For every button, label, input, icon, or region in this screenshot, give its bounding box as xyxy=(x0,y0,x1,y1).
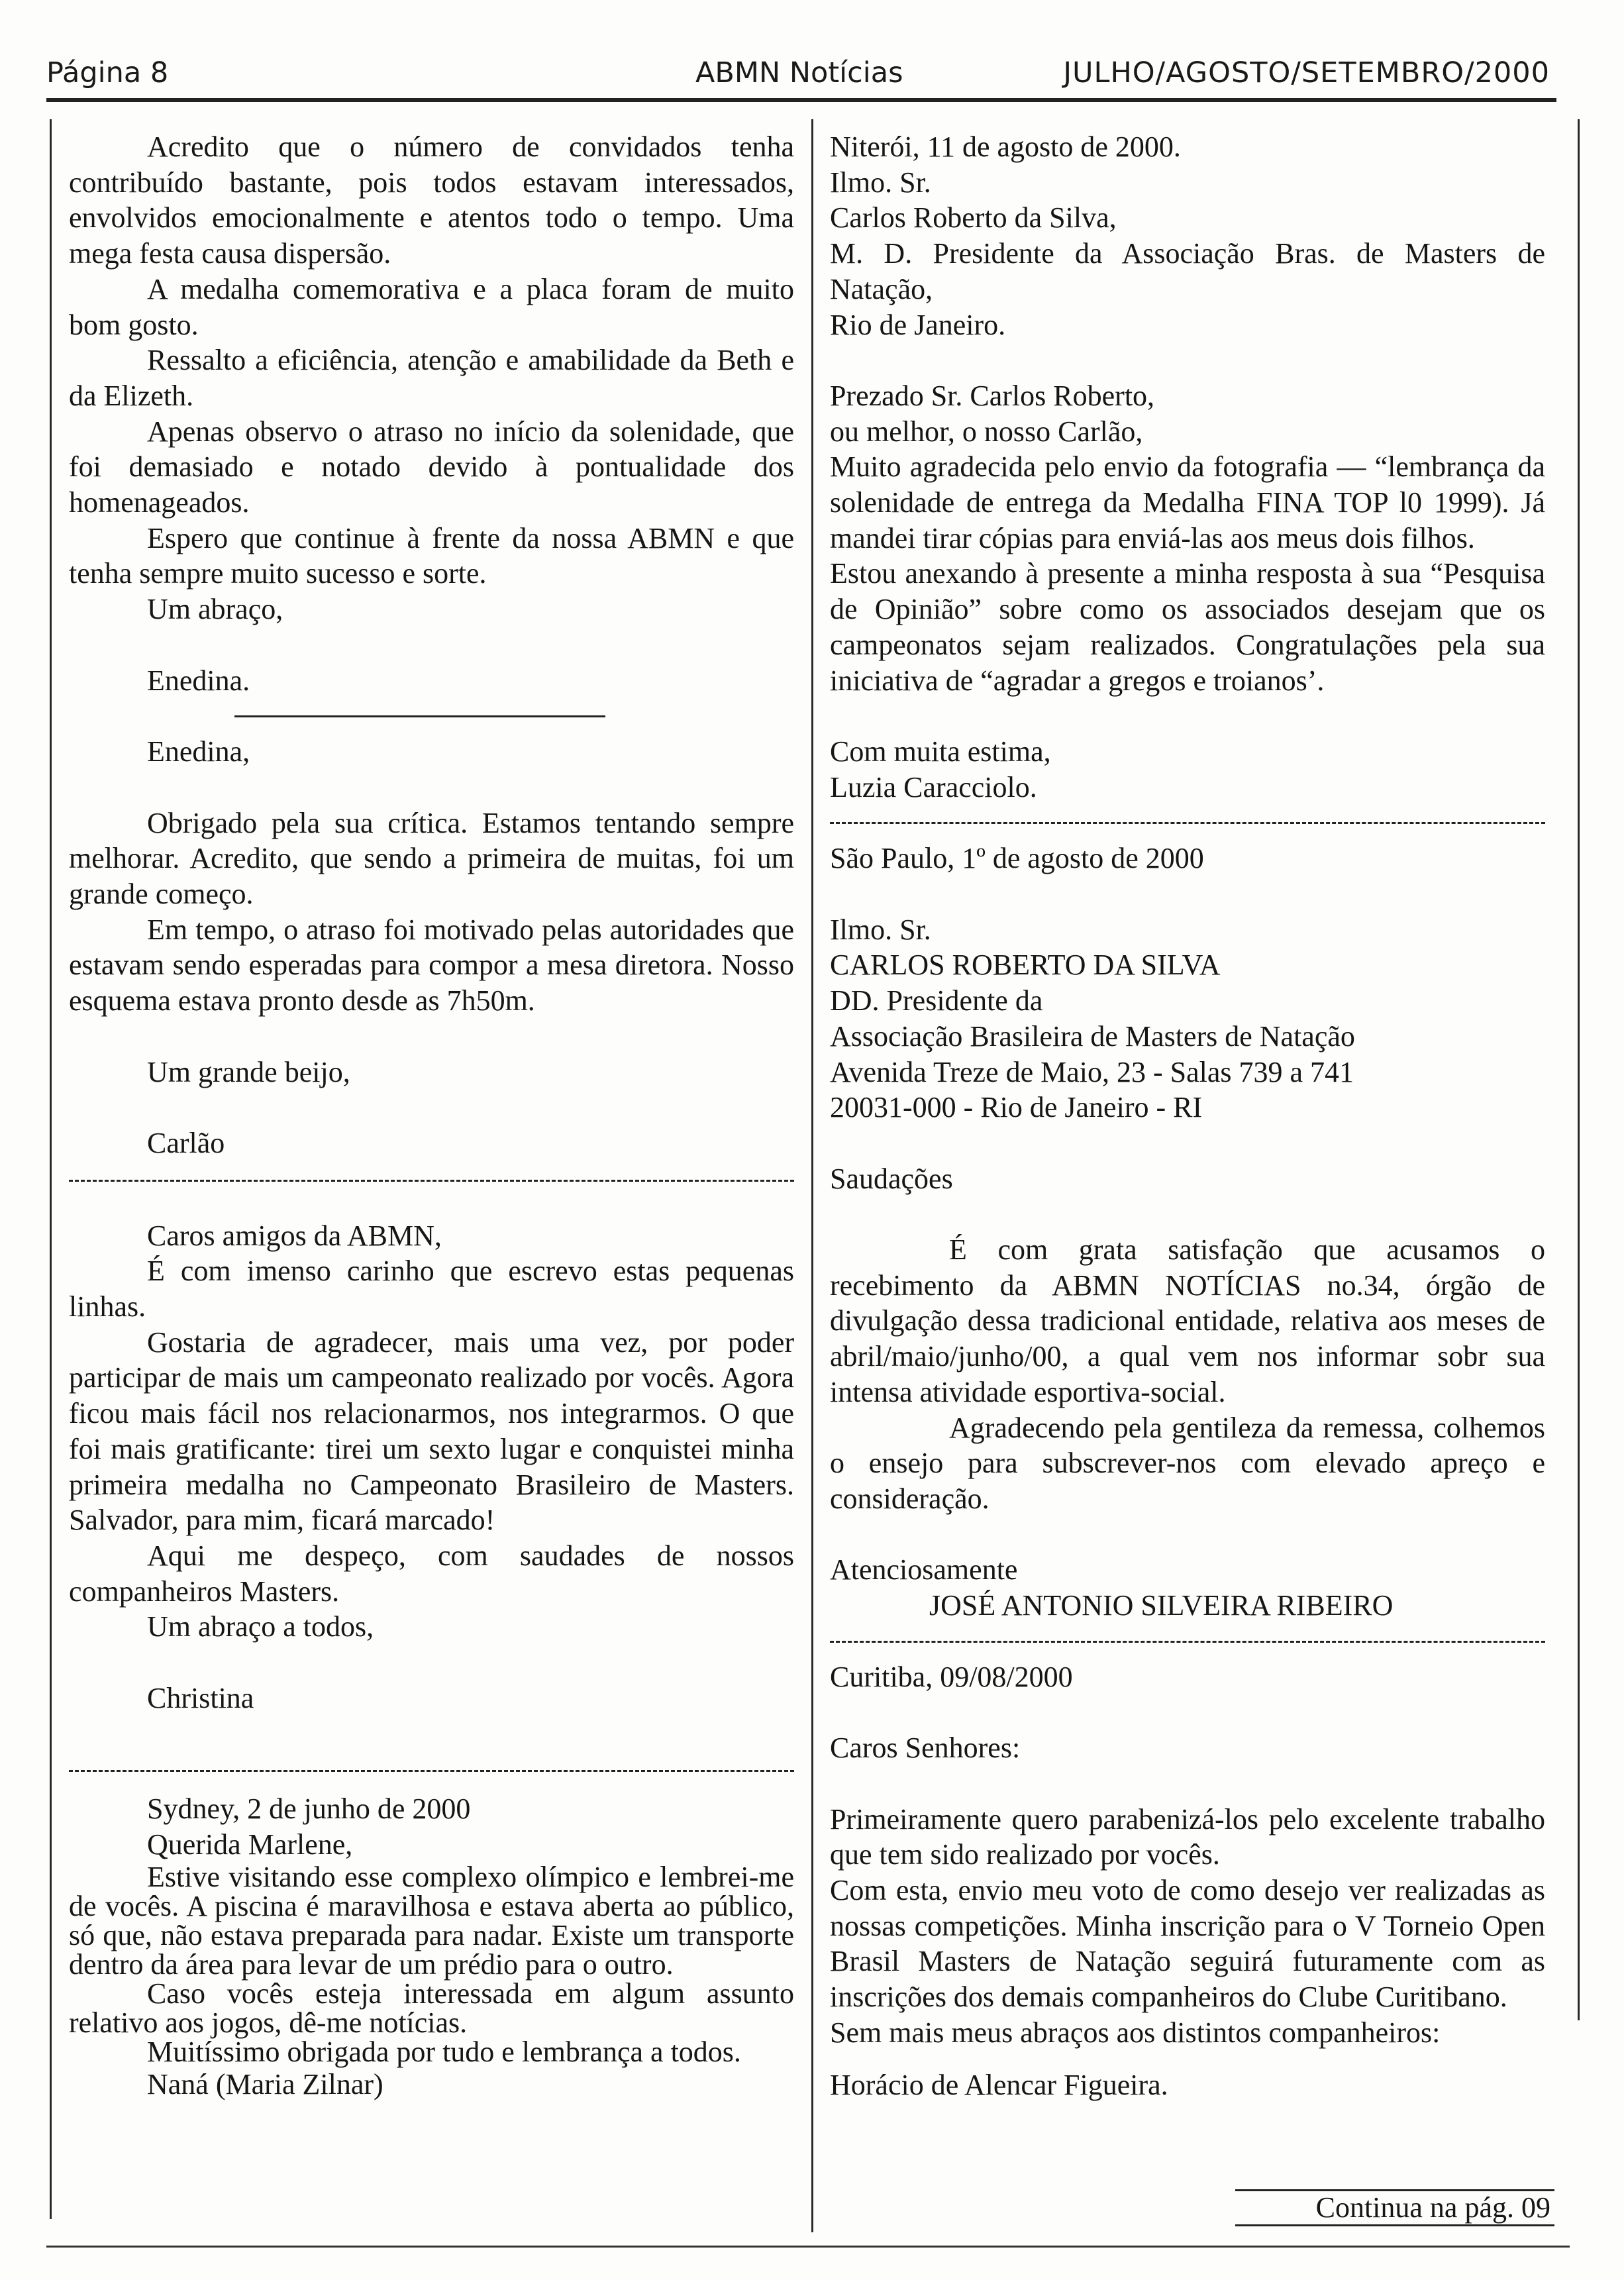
date: Curitiba, 09/08/2000 xyxy=(830,1660,1073,1693)
dashed-separator xyxy=(830,1624,1545,1659)
issue-date: JULHO/AGOSTO/SETEMBRO/2000 xyxy=(1063,56,1550,89)
paragraph: Muito agradecida pelo envio da fotografia — “lembrança da solenidade de entrega da Medalha FINA TOP l0 1999). Já mandei tirar cópias para enviá-las aos meus dois filhos. xyxy=(830,450,1545,554)
salutation: Querida Marlene, xyxy=(147,1828,353,1861)
paragraph: Caso vocês esteja interessada em algum assunto relativo aos jogos, dê-me notícias. xyxy=(69,1977,794,2039)
paragraph: Estou anexando à presente a minha resposta à sua “Pesquisa de Opinião” sobre como os associados desejam que os campeonatos sejam realizados. Congratulações pela sua iniciativa de “agradar a gregos e troianos’. xyxy=(830,557,1545,697)
salutation: ou melhor, o nosso Carlão, xyxy=(830,415,1143,448)
paragraph: Primeiramente quero parabenizá-los pelo excelente trabalho que tem sido realizado por vocês. xyxy=(830,1802,1545,1871)
reply-carlao xyxy=(69,734,794,1161)
address-line: DD. Presidente da xyxy=(830,984,1043,1017)
date: Sydney, 2 de junho de 2000 xyxy=(147,1792,471,1826)
paragraph: Sem mais meus abraços aos distintos companheiros: xyxy=(830,2016,1441,2049)
header-rule xyxy=(46,98,1556,102)
page-number: Página 8 xyxy=(46,56,169,89)
letter-luzia xyxy=(830,129,1545,805)
letter-jose xyxy=(830,841,1545,1623)
closing: Um abraço, xyxy=(147,593,283,626)
footer-rule xyxy=(46,2246,1570,2248)
paragraph: Acredito que o número de convidados tenha contribuído bastante, pois todos estavam interessados, envolvidos emocionalmente e atentos todo o tempo. Uma mega festa causa dispersão. xyxy=(69,130,794,270)
dashed-separator xyxy=(69,1751,794,1791)
date: São Paulo, 1º de agosto de 2000 xyxy=(830,842,1204,875)
salutation: Caros amigos da ABMN, xyxy=(147,1219,442,1252)
paragraph: Estive visitando esse complexo olímpico e lembrei-me de vocês. A piscina é maravilhosa e estava aberta ao público, só que, não estava preparada para nadar. Existe um transporte dentro da área para levar de um prédio para o outro. xyxy=(69,1860,794,1981)
signature: JOSÉ ANTONIO SILVEIRA RIBEIRO xyxy=(929,1589,1394,1622)
address-line: Rio de Janeiro. xyxy=(830,308,1006,341)
paragraph: Obrigado pela sua crítica. Estamos tentando sempre melhorar. Acredito, que sendo a primeira de muitas, foi um grande começo. xyxy=(69,806,794,911)
paragraph: Agradecendo pela gentileza da remessa, colhemos o ensejo para subscrever-nos com elevado apreço e consideração. xyxy=(830,1411,1545,1515)
paragraph: Muitíssimo obrigada por tudo e lembrança a todos. xyxy=(147,2035,741,2068)
paragraph: A medalha comemorativa e a placa foram de muito bom gosto. xyxy=(69,272,794,341)
paragraph: Gostaria de agradecer, mais uma vez, por poder participar de mais um campeonato realizado por vocês. Agora ficou mais fácil nos relacionarmos, nos integrarmos. O que foi mais gratificante: tirei um sexto lugar e conquistei minha primeira medalha no Campeonato Brasileiro de Masters. Salvador, para mim, ficará marcado! xyxy=(69,1325,794,1537)
address-line: Ilmo. Sr. xyxy=(830,166,931,199)
paragraph: Apenas observo o atraso no início da solenidade, que foi demasiado e notado devido à pontualidade dos homenageados. xyxy=(69,415,794,519)
right-column-border xyxy=(1578,119,1580,2020)
paragraph: Ressalto a eficiência, atenção e amabilidade da Beth e da Elizeth. xyxy=(69,344,794,412)
address-line: Carlos Roberto da Silva, xyxy=(830,201,1117,234)
signature: Naná (Maria Zilnar) xyxy=(147,2067,383,2100)
column-divider xyxy=(811,119,813,2232)
publication-title: ABMN Notícias xyxy=(695,56,903,89)
closing: Atenciosamente xyxy=(830,1553,1018,1586)
page-header xyxy=(46,50,1550,96)
paragraph: Com esta, envio meu voto de como desejo ver realizadas as nossas competições. Minha inscrição para o V Torneio Open Brasil Masters de Natação seguirá futuramente com as inscrições dos demais companheiros do Clube Curitibano. xyxy=(830,1873,1545,2014)
letter-enedina xyxy=(69,129,794,698)
address-line: 20031-000 - Rio de Janeiro - RI xyxy=(830,1091,1203,1124)
signature: Luzia Caracciolo. xyxy=(830,770,1037,803)
paragraph: Em tempo, o atraso foi motivado pelas autoridades que estavam sendo esperadas para compor a mesa diretora. Nosso esquema estava pronto desde as 7h50m. xyxy=(69,913,794,1017)
separator-line xyxy=(69,698,794,734)
letter-nana xyxy=(69,1791,794,2102)
address-line: Avenida Treze de Maio, 23 - Salas 739 a 741 xyxy=(830,1055,1354,1088)
salutation: Caros Senhores: xyxy=(830,1732,1021,1765)
paragraph: É com grata satisfação que acusamos o recebimento da ABMN NOTÍCIAS no.34, órgão de divulgação dessa tradicional entidade, relativa aos meses de abril/maio/junho/00, a qual vem nos informar sobr sua intensa atividade esportiva-social. xyxy=(830,1233,1545,1408)
paragraph: É com imenso carinho que escrevo estas pequenas linhas. xyxy=(69,1255,794,1323)
address-line: Ilmo. Sr. xyxy=(830,913,931,946)
closing: Com muita estima, xyxy=(830,735,1051,768)
date: Niterói, 11 de agosto de 2000. xyxy=(830,130,1181,163)
salutation: Enedina, xyxy=(147,735,250,768)
letter-horacio xyxy=(830,1659,1545,2103)
signature: Enedina. xyxy=(147,664,250,697)
salutation: Prezado Sr. Carlos Roberto, xyxy=(830,379,1155,412)
greeting: Saudações xyxy=(830,1162,953,1195)
dashed-separator xyxy=(830,805,1545,841)
continued-on-page-note: Continua na pág. 09 xyxy=(1235,2189,1554,2226)
closing: Um grande beijo, xyxy=(147,1055,350,1088)
address-line: M. D. Presidente da Associação Bras. de Masters de Natação, xyxy=(830,237,1545,305)
closing: Um abraço a todos, xyxy=(147,1610,374,1643)
left-column xyxy=(69,129,794,2102)
address-line: Associação Brasileira de Masters de Natação xyxy=(830,1019,1355,1053)
left-column-border xyxy=(50,119,52,2219)
signature: Carlão xyxy=(147,1126,225,1159)
signature: Christina xyxy=(147,1681,254,1714)
letter-christina xyxy=(69,1218,794,1716)
address-line: CARLOS ROBERTO DA SILVA xyxy=(830,949,1221,982)
signature: Horácio de Alencar Figueira. xyxy=(830,2069,1168,2102)
right-column xyxy=(830,129,1545,2103)
paragraph: Espero que continue à frente da nossa ABMN e que tenha sempre muito sucesso e sorte. xyxy=(69,521,794,590)
paragraph: Aqui me despeço, com saudades de nossos companheiros Masters. xyxy=(69,1539,794,1608)
dashed-separator xyxy=(69,1161,794,1201)
